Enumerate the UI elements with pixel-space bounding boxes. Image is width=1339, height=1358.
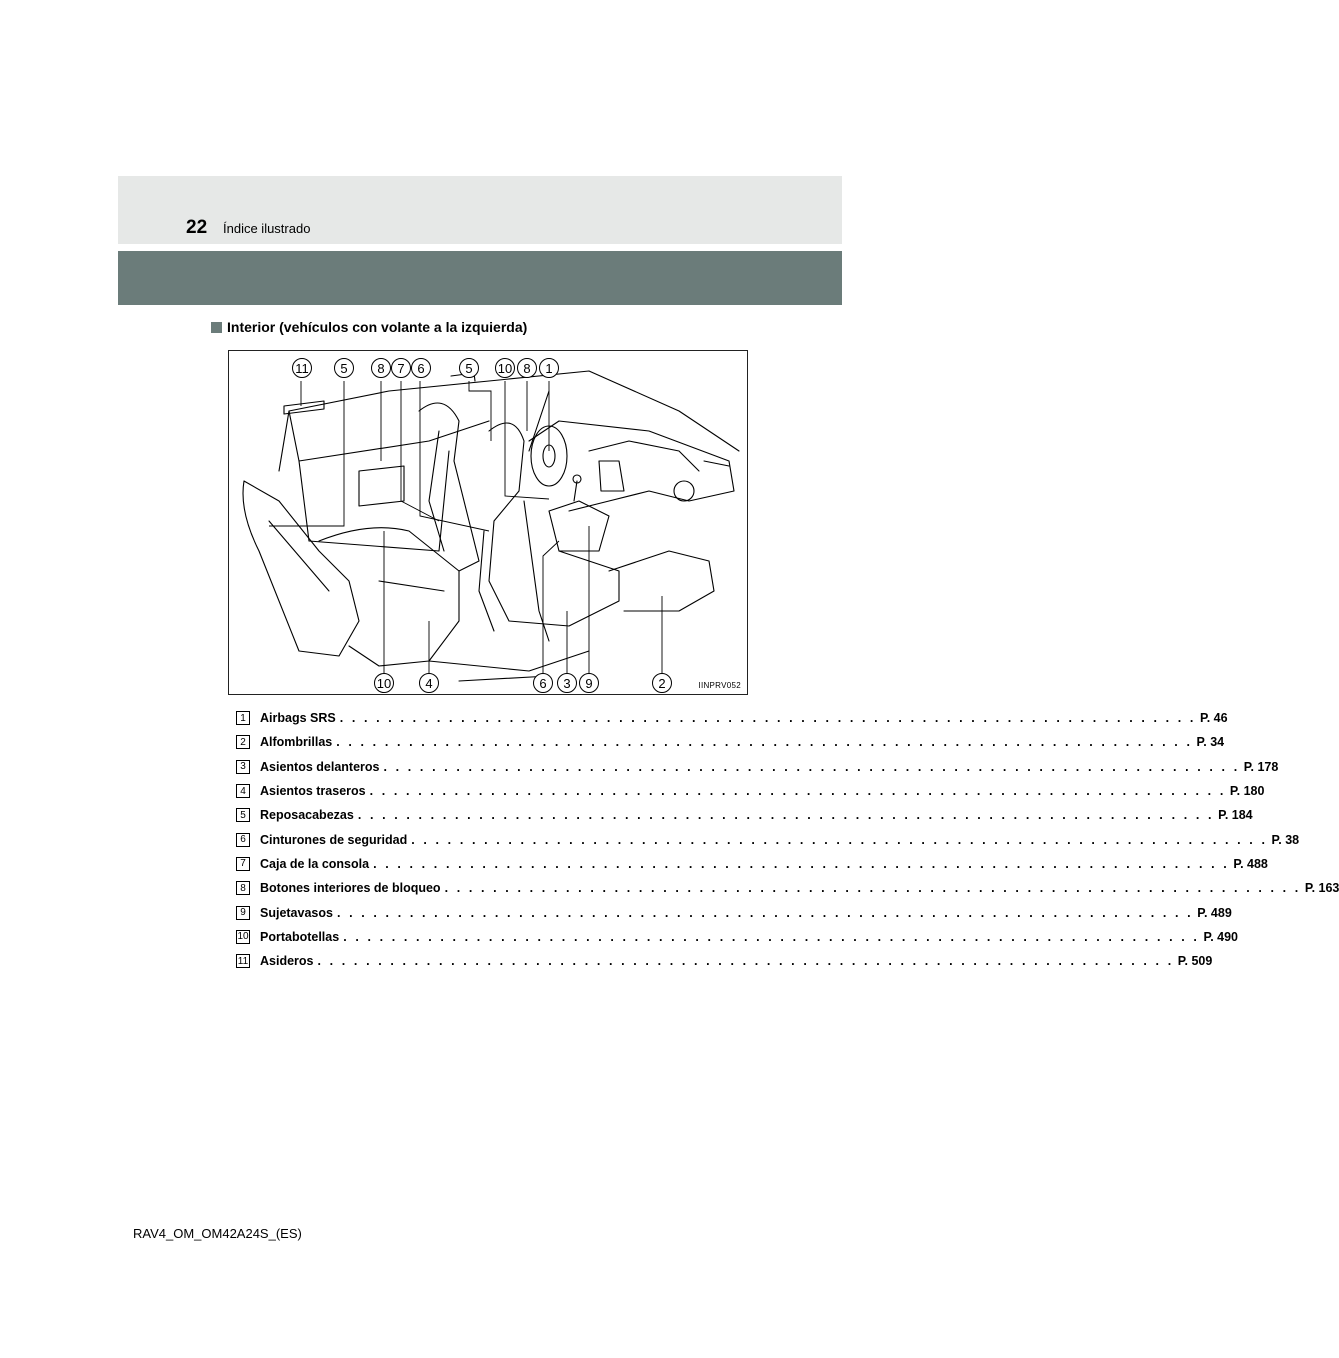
figure-code: IINPRV052 <box>698 681 741 690</box>
leader-dots: . . . . . . . . . . . . . . . . . . . . . . . . . . . . . . . . . . . . . . . . . . . . . . . . . . . . . . . . . . . . . . . . . . . . . . . <box>357 808 1215 823</box>
legend-page-ref[interactable]: P. 38 <box>1271 832 1300 847</box>
legend-page-ref[interactable]: P. 46 <box>1200 711 1228 726</box>
interior-illustration <box>228 350 748 695</box>
legend-item <box>236 755 1279 779</box>
leader-dots: . . . . . . . . . . . . . . . . . . . . . . . . . . . . . . . . . . . . . . . . . . . . . . . . . . . . . . . . . . . . . . . . . . . . . . . <box>343 929 1200 944</box>
leader-dots: . . . . . . . . . . . . . . . . . . . . . . . . . . . . . . . . . . . . . . . . . . . . . . . . . . . . . . . . . . . . . . . . . . . . . . . <box>317 954 1174 969</box>
legend-label: Cinturones de seguridad <box>260 832 408 847</box>
callout-5-left: 5 <box>334 358 354 378</box>
legend-label: Asientos traseros <box>260 784 366 799</box>
legend-item <box>236 827 1300 851</box>
callout-1: 1 <box>539 358 559 378</box>
legend-number: 4 <box>236 784 250 798</box>
legend-page-ref[interactable]: P. 509 <box>1177 954 1213 969</box>
legend-label: Asideros <box>260 954 314 969</box>
callout-5-right: 5 <box>459 358 479 378</box>
legend-label: Sujetavasos <box>260 905 333 920</box>
legend-item <box>236 949 1213 973</box>
leader-dots: . . . . . . . . . . . . . . . . . . . . . . . . . . . . . . . . . . . . . . . . . . . . . . . . . . . . . . . . . . . . . . . . . . . . . . . <box>336 735 1193 750</box>
callout-9: 9 <box>579 673 599 693</box>
leader-dots: . . . . . . . . . . . . . . . . . . . . . . . . . . . . . . . . . . . . . . . . . . . . . . . . . . . . . . . . . . . . . . . . . . . . . . . <box>444 881 1301 896</box>
callout-6-bottom: 6 <box>533 673 553 693</box>
car-interior-drawing <box>229 351 749 696</box>
legend-page-ref[interactable]: P. 184 <box>1218 808 1253 823</box>
legend-number: 6 <box>236 833 250 847</box>
legend-label: Botones interiores de bloqueo <box>260 881 441 896</box>
legend-page-ref[interactable]: P. 180 <box>1229 784 1265 799</box>
legend-number: 10 <box>237 931 249 943</box>
callout-3: 3 <box>557 673 577 693</box>
legend-number: 11 <box>237 955 249 967</box>
callout-4: 4 <box>419 673 439 693</box>
leader-dots: . . . . . . . . . . . . . . . . . . . . . . . . . . . . . . . . . . . . . . . . . . . . . . . . . . . . . . . . . . . . . . . . . . . . . . . <box>369 784 1226 799</box>
callout-7: 7 <box>391 358 411 378</box>
legend-item <box>236 730 1225 754</box>
legend-item <box>236 779 1265 803</box>
legend-page-ref[interactable]: P. 490 <box>1203 929 1238 944</box>
leader-dots: . . . . . . . . . . . . . . . . . . . . . . . . . . . . . . . . . . . . . . . . . . . . . . . . . . . . . . . . . . . . . . . . . . . . . . . <box>373 856 1230 871</box>
legend-page-ref[interactable]: P. 34 <box>1196 735 1225 750</box>
legend-number: 9 <box>236 906 250 920</box>
legend-number: 8 <box>236 881 250 895</box>
legend-label: Asientos delanteros <box>260 759 380 774</box>
legend-page-ref[interactable]: P. 163 <box>1304 881 1339 896</box>
legend-label: Portabotellas <box>260 929 340 944</box>
callout-10-bottom: 10 <box>374 673 394 693</box>
legend-page-ref[interactable]: P. 488 <box>1233 856 1268 871</box>
legend-item <box>236 803 1253 827</box>
legend-label: Alfombrillas <box>260 735 333 750</box>
legend-number: 7 <box>236 857 250 871</box>
page-number: 22 <box>186 217 208 238</box>
legend-page-ref[interactable]: P. 178 <box>1243 759 1279 774</box>
legend-page-ref[interactable]: P. 489 <box>1197 905 1232 920</box>
legend-item <box>236 876 1339 900</box>
legend-list <box>236 706 1339 973</box>
legend-item <box>236 900 1232 924</box>
leader-dots: . . . . . . . . . . . . . . . . . . . . . . . . . . . . . . . . . . . . . . . . . . . . . . . . . . . . . . . . . . . . . . . . . . . . . . . <box>383 759 1240 774</box>
legend-number: 1 <box>236 711 250 725</box>
chapter-band <box>118 251 842 305</box>
legend-item <box>236 706 1228 730</box>
section-title: Índice ilustrado <box>223 221 311 236</box>
legend-number: 5 <box>236 808 250 822</box>
leader-dots: . . . . . . . . . . . . . . . . . . . . . . . . . . . . . . . . . . . . . . . . . . . . . . . . . . . . . . . . . . . . . . . . . . . . . . . <box>336 905 1194 920</box>
legend-number: 2 <box>236 735 250 749</box>
sub-heading-text: Interior (vehículos con volante a la izquierda) <box>227 319 528 335</box>
legend-item <box>236 852 1268 876</box>
sub-heading <box>211 318 527 336</box>
legend-item <box>236 925 1238 949</box>
callout-11-top: 11 <box>292 358 312 378</box>
leader-dots: . . . . . . . . . . . . . . . . . . . . . . . . . . . . . . . . . . . . . . . . . . . . . . . . . . . . . . . . . . . . . . . . . . . . . . . <box>339 711 1196 726</box>
square-bullet-icon <box>211 322 222 333</box>
callout-8-right: 8 <box>517 358 537 378</box>
leader-dots: . . . . . . . . . . . . . . . . . . . . . . . . . . . . . . . . . . . . . . . . . . . . . . . . . . . . . . . . . . . . . . . . . . . . . . . <box>411 832 1268 847</box>
legend-label: Airbags SRS <box>260 711 336 726</box>
callout-8-left: 8 <box>371 358 391 378</box>
legend-number: 3 <box>236 760 250 774</box>
callout-2: 2 <box>652 673 672 693</box>
callout-6-top: 6 <box>411 358 431 378</box>
legend-label: Caja de la consola <box>260 856 370 871</box>
manual-code: RAV4_OM_OM42A24S_(ES) <box>133 1226 302 1241</box>
legend-label: Reposacabezas <box>260 808 354 823</box>
callout-10-top: 10 <box>495 358 515 378</box>
